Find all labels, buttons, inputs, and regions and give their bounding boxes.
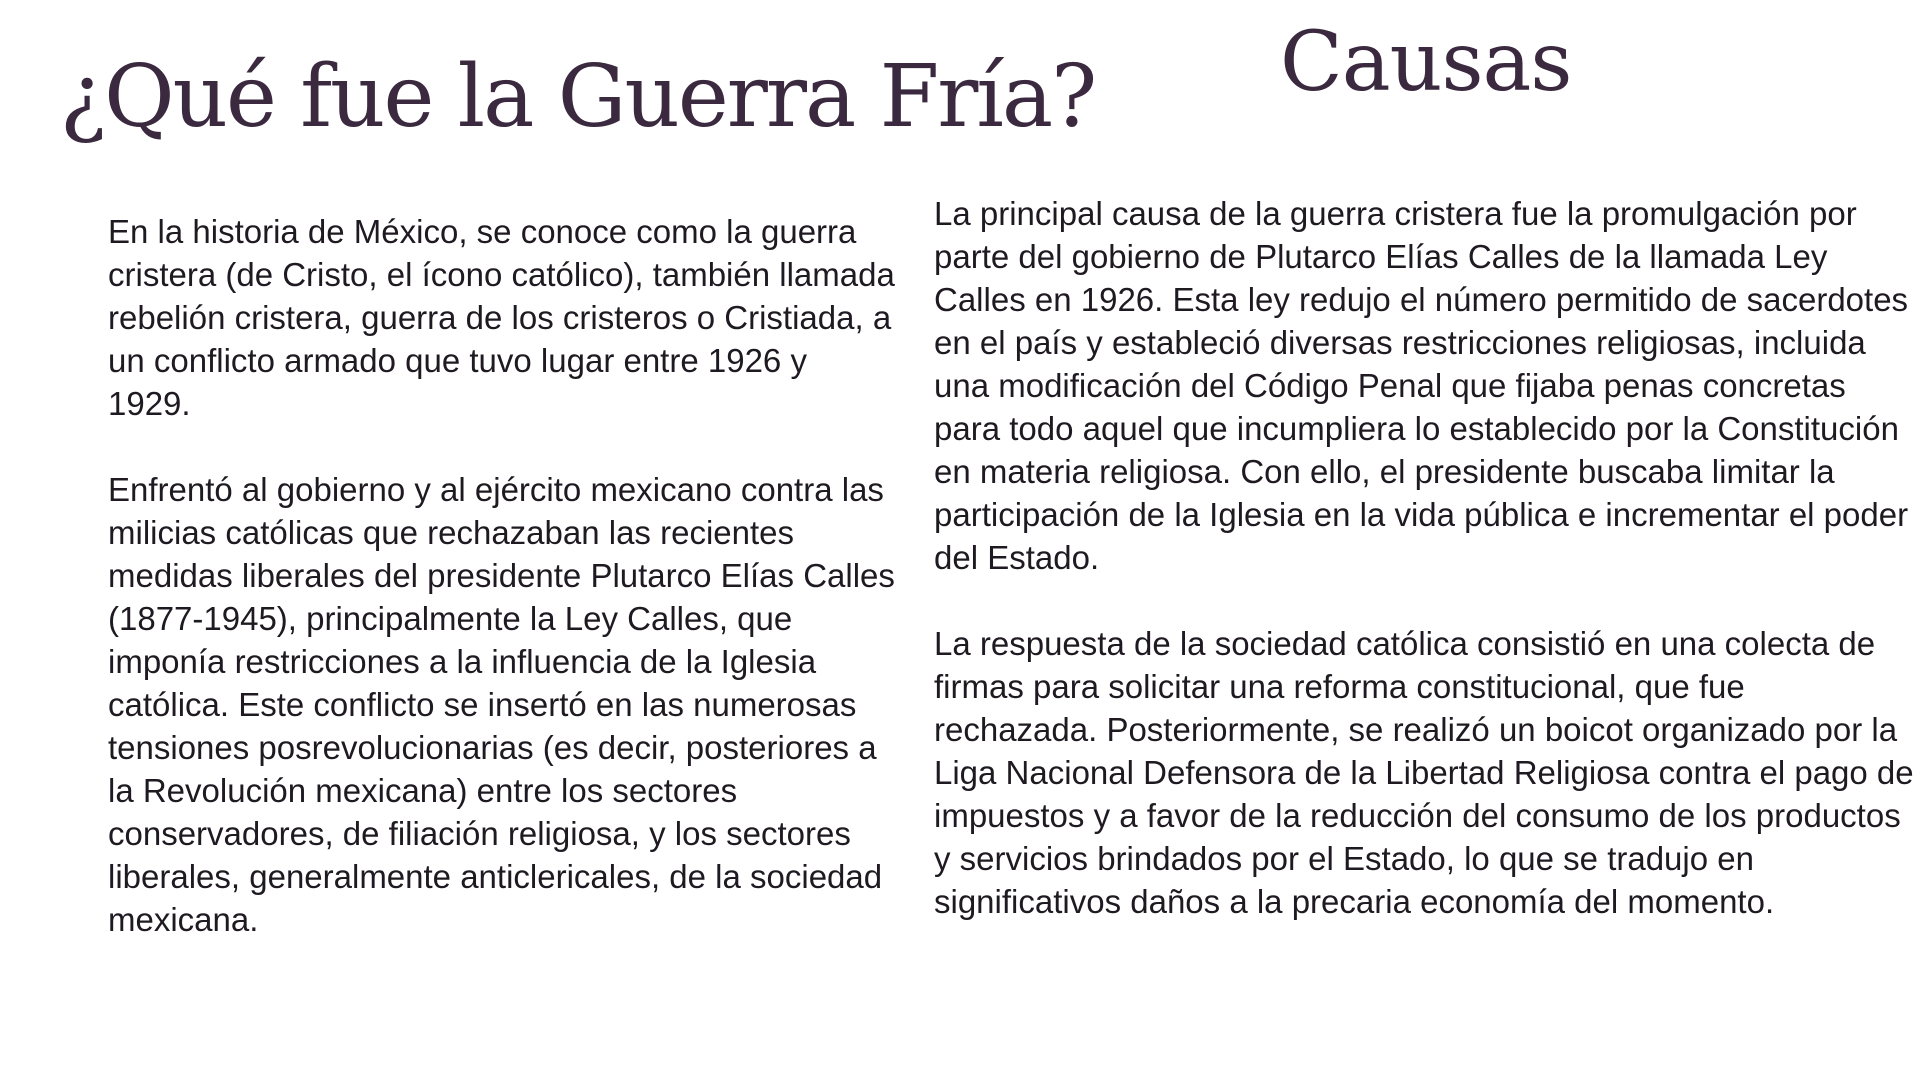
- left-paragraph-1: En la historia de México, se conoce como la guerra cristera (de Cristo, el ícono católico), también llamada rebelión cristera, guerra de los cristeros o Cristiada, a un conflicto armado que tuvo lugar entre 1926 y 1929.: [108, 213, 895, 422]
- left-section-title: ¿Qué fue la Guerra Fría?: [60, 47, 1096, 147]
- right-paragraph-1: La principal causa de la guerra cristera fue la promulgación por parte del gobierno de Plutarco Elías Calles de la llamada Ley Calles en 1926. Esta ley redujo el número permitido de sacerdotes en el país y estableció diversas restricciones religiosas, incluida una modificación del Código Penal que fijaba penas concretas para todo aquel que incumpliera lo establecido por la Constitución en materia religiosa. Con ello, el presidente buscaba limitar la participación de la Iglesia en la vida pública e incrementar el poder del Estado.: [934, 195, 1909, 576]
- right-section-body: [934, 192, 1914, 923]
- right-section-title: Causas: [1280, 15, 1572, 110]
- right-paragraph-2: La respuesta de la sociedad católica consistió en una colecta de firmas para solicitar una reforma constitucional, que fue rechazada. Posteriormente, se realizó un boicot organizado por la Liga Nacional Defensora de la Libertad Religiosa contra el pago de impuestos y a favor de la reducción del consumo de los productos y servicios brindados por el Estado, lo que se tradujo en significativos daños a la precaria economía del momento.: [934, 625, 1914, 920]
- left-section-body: [108, 210, 898, 941]
- left-paragraph-2: Enfrentó al gobierno y al ejército mexicano contra las milicias católicas que rechazaban las recientes medidas liberales del presidente Plutarco Elías Calles (1877-1945), principalmente la Ley Calles, que imponía restricciones a la influencia de la Iglesia católica. Este conflicto se insertó en las numerosas tensiones posrevolucionarias (es decir, posteriores a la Revolución mexicana) entre los sectores conservadores, de filiación religiosa, y los sectores liberales, generalmente anticlericales, de la sociedad mexicana.: [108, 471, 895, 938]
